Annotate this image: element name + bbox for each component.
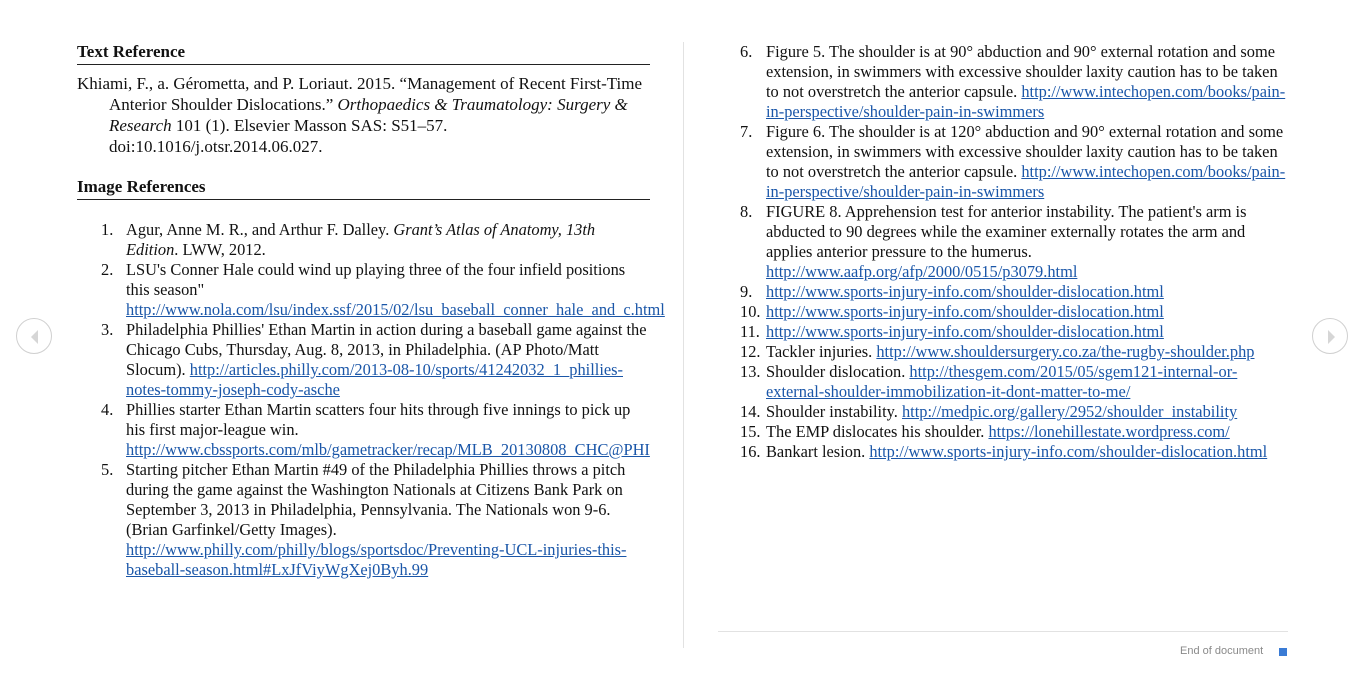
reference-text: LSU's Conner Hale could wind up playing three of the four infield positions this season" [126,260,626,299]
reference-text-end: . LWW, 2012. [174,240,266,259]
reference-number: 12. [740,342,761,361]
right-page [740,0,1288,462]
reference-number: 10. [740,302,761,321]
reference-number: 3. [101,320,114,339]
reference-item [740,302,1288,322]
previous-page-button[interactable] [16,318,52,354]
reference-text: Figure 5. The shoulder is at 90° abduction and 90° external rotation and some extension, in swimmers with excessive shoulder laxity caution has to be taken to not overstretch the anterior capsule. [766,42,1278,101]
text-reference-part1: Khiami, F., a. Gérometta, and P. Loriaut. 2015. “Management of Recent First-Time Anterior Shoulder Dislocations.” [77,74,643,114]
reference-text: Bankart lesion. [766,442,870,461]
reference-item [740,42,1288,122]
reference-item [740,122,1288,202]
text-reference-journal: Orthopaedics & Traumatology: Surgery & Research [109,95,628,135]
reference-number: 2. [101,260,114,279]
reference-number: 7. [740,122,753,141]
reference-text: The EMP dislocates his shoulder. [766,422,989,441]
reference-link[interactable]: http://thesgem.com/2015/05/sgem121-internal-or-external-shoulder-immobilization-it-dont-matter-to-me/ [766,362,1238,401]
reference-link[interactable]: http://www.philly.com/philly/blogs/sportsdoc/Preventing-UCL-injuries-this-baseball-season.html#LxJfViyWgXej0Byh.99 [126,540,627,579]
chevron-left-icon [17,319,53,355]
reference-number: 4. [101,400,114,419]
image-references-heading: Image References [77,177,650,200]
image-references-list-continued [740,42,1288,462]
image-references-list [77,220,665,580]
reference-link[interactable]: http://www.shouldersurgery.co.za/the-rugby-shoulder.php [876,342,1255,361]
reference-item [740,322,1288,342]
reference-text: Shoulder instability. [766,402,902,421]
reference-link[interactable]: http://www.cbssports.com/mlb/gametracker/recap/MLB_20130808_CHC@PHI [126,440,650,459]
reference-link[interactable]: http://www.sports-injury-info.com/shoulder-dislocation.html [766,302,1164,321]
reference-item [77,320,650,400]
reference-text: Starting pitcher Ethan Martin #49 of the Philadelphia Phillies throws a pitch during the game against the Washington Nationals at Citizens Bank Park on September 3, 2013 in Philadelphia, Pennsylvania. The Nationals won 9-6. (Brian Garfinkel/Getty Images). [126,460,626,539]
reference-text: Tackler injuries. [766,342,877,361]
text-reference-entry [77,73,650,157]
reference-text: FIGURE 8. Apprehension test for anterior instability. The patient's arm is abducted to 90 degrees while the examiner externally rotates the arm and applies anterior pressure to the humerus. [766,202,1247,261]
reference-link[interactable]: http://www.intechopen.com/books/pain-in-perspective/shoulder-pain-in-swimmers [766,162,1286,201]
reference-item [77,220,650,260]
reference-text: Agur, Anne M. R., and Arthur F. Dalley. [126,220,394,239]
reference-number: 14. [740,402,761,421]
reference-number: 16. [740,442,761,461]
reference-item [77,460,650,580]
reference-link[interactable]: http://www.sports-injury-info.com/shoulder-dislocation.html [766,322,1164,341]
reference-text: Phillies starter Ethan Martin scatters four hits through five innings to pick up his first major-league win. [126,400,631,439]
end-rule [718,631,1288,632]
reference-number: 5. [101,460,114,479]
reference-number: 13. [740,362,761,381]
text-reference-heading: Text Reference [77,42,650,65]
reference-item [77,260,665,320]
reference-text: Philadelphia Phillies' Ethan Martin in action during a baseball game against the Chicago Cubs, Thursday, Aug. 8, 2013, in Philadelphia. (AP Photo/Matt Slocum). [126,320,647,379]
reference-number: 1. [101,220,114,239]
reference-item [77,400,650,460]
reference-number: 6. [740,42,753,61]
page-divider [683,42,684,648]
reference-item [740,362,1288,402]
reference-link[interactable]: http://medpic.org/gallery/2952/shoulder_instability [901,402,1238,421]
reference-text: Shoulder dislocation. [766,362,910,381]
reference-item [740,342,1288,362]
reference-link[interactable]: http://www.sports-injury-info.com/shoulder-dislocation.html [869,442,1268,461]
reference-link[interactable]: http://www.nola.com/lsu/index.ssf/2015/02/lsu_baseball_conner_hale_and_c.html [126,300,665,319]
reference-item [740,282,1288,302]
end-marker-icon [1279,648,1287,656]
reference-item [740,402,1288,422]
reference-number: 11. [740,322,760,341]
reference-number: 8. [740,202,753,221]
reference-title: Grant’s Atlas of Anatomy, 13th Edition [126,220,596,259]
text-reference-part2: 101 (1). Elsevier Masson SAS: S51–57. doi:10.1016/j.otsr.2014.06.027. [109,116,448,156]
reference-link[interactable]: http://www.aafp.org/afp/2000/0515/p3079.html [766,262,1078,281]
chevron-right-icon [1313,319,1349,355]
reference-link[interactable]: http://www.sports-injury-info.com/shoulder-dislocation.html [766,282,1164,301]
reference-item [740,442,1288,462]
reference-link[interactable]: http://articles.philly.com/2013-08-10/sports/41242032_1_phillies-notes-tommy-joseph-cody-asche [126,360,623,399]
reference-text: Figure 6. The shoulder is at 120° abduction and 90° external rotation and some extension, in swimmers with excessive shoulder laxity caution has to be taken to not overstretch the anterior capsule. [766,122,1284,181]
reference-number: 9. [740,282,753,301]
reference-link[interactable]: http://www.intechopen.com/books/pain-in-perspective/shoulder-pain-in-swimmers [766,82,1286,121]
reference-item [740,202,1288,282]
reference-number: 15. [740,422,761,441]
next-page-button[interactable] [1312,318,1348,354]
left-page [77,0,665,580]
reference-item [740,422,1288,442]
end-of-document-label: End of document [1180,645,1264,657]
reference-link[interactable]: https://lonehillestate.wordpress.com/ [988,422,1230,441]
